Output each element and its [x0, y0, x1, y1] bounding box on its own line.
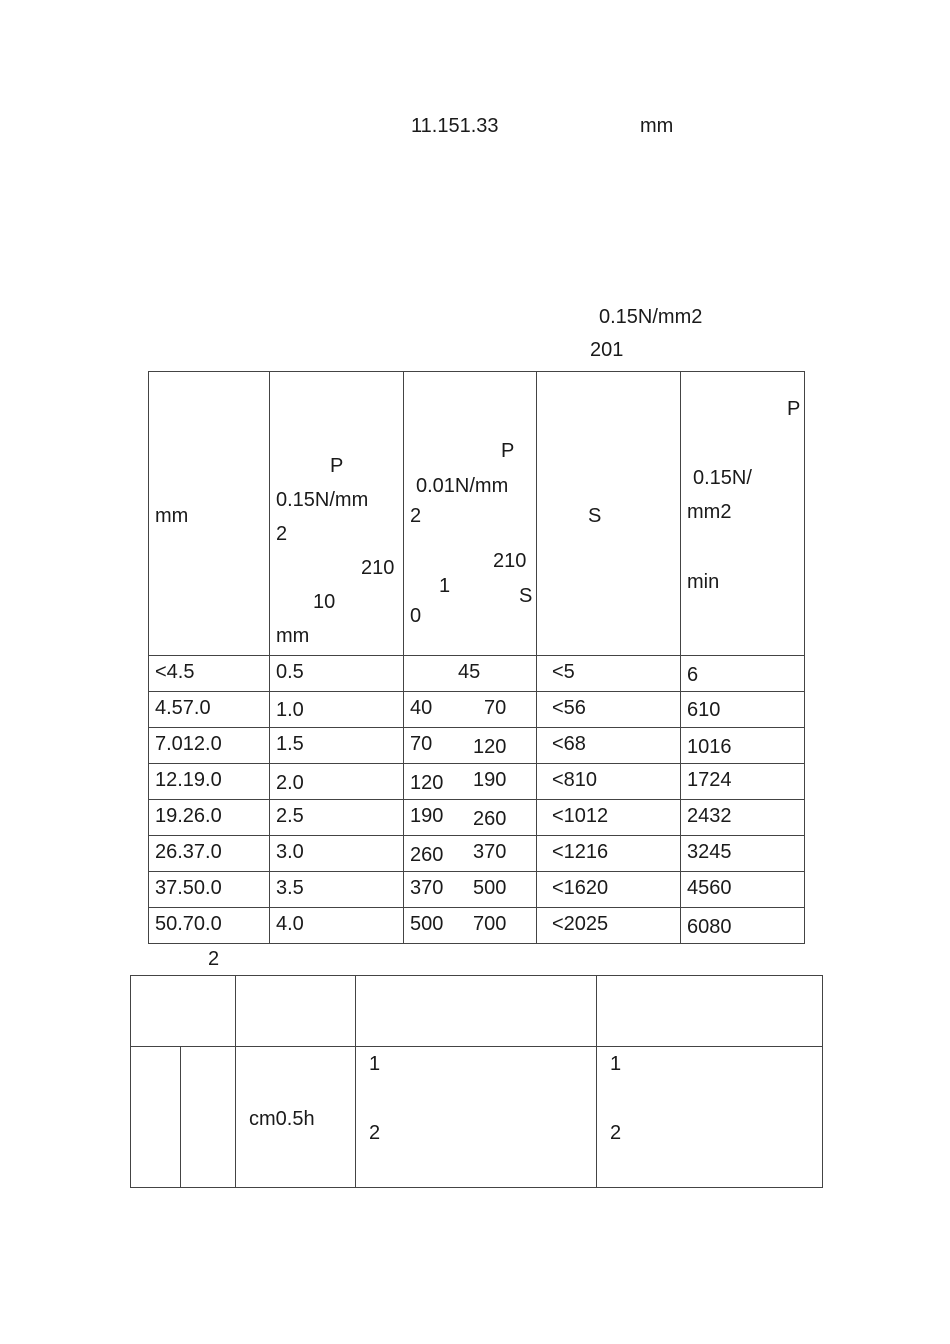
table-row: [149, 872, 805, 908]
header-cell-empty: [356, 976, 597, 1047]
cell-range-high: 700: [473, 913, 507, 935]
header-time-value: 0.15N/: [693, 467, 752, 489]
header-range-1: 1: [439, 575, 451, 597]
cell-size: <4.5: [155, 661, 195, 683]
table-row: [149, 692, 805, 728]
test-table: [130, 975, 823, 1188]
header-range-p: P: [501, 440, 515, 462]
header-210: 210: [361, 557, 395, 579]
header-range-exp: 2: [410, 505, 422, 527]
cell-s: <5: [552, 661, 575, 683]
table-header-row: [149, 372, 805, 656]
header-range-0: 0: [410, 605, 422, 627]
header-cell-empty: [236, 976, 356, 1047]
cell-list-item: 1: [610, 1053, 622, 1075]
cell-time: 1724: [687, 769, 732, 791]
cell-size: 7.012.0: [155, 733, 222, 755]
header-cell-size: [149, 372, 270, 656]
header-pressure-exp: 2: [276, 523, 288, 545]
table2-label: 2: [208, 948, 220, 970]
subheading-code: 201: [590, 339, 624, 361]
header-mm: mm: [276, 625, 310, 647]
cell-empty: [131, 1047, 181, 1188]
cell-range-high: 70: [484, 697, 507, 719]
cell-pressure: 4.0: [276, 913, 304, 935]
cell-range-low: 45: [458, 661, 481, 683]
cell-time: 2432: [687, 805, 732, 827]
cell-pressure: 0.5: [276, 661, 304, 683]
header-cell-empty: [597, 976, 823, 1047]
header-size-unit: mm: [155, 505, 189, 527]
cell-range-high: 500: [473, 877, 507, 899]
cell-pressure: 1.0: [276, 699, 304, 721]
cell-range-high: 260: [473, 808, 507, 830]
header-time-unit: mm2: [687, 501, 732, 523]
cell-s: <2025: [552, 913, 609, 935]
cell-s: <1216: [552, 841, 609, 863]
header-range-s: S: [519, 585, 533, 607]
header-time-min: min: [687, 571, 720, 593]
cell-time: 6: [687, 664, 699, 686]
header-time-p: P: [787, 398, 801, 420]
header-cell-pressure: [270, 372, 404, 656]
cell-list: [597, 1047, 823, 1188]
cell-time: 3245: [687, 841, 732, 863]
cell-range-low: 500: [410, 913, 444, 935]
table-row: [149, 764, 805, 800]
pressure-table: [148, 371, 805, 944]
cell-list-item: 1: [369, 1053, 381, 1075]
table-row: [149, 728, 805, 764]
cell-list-item: 2: [369, 1122, 381, 1144]
cell-s: <1012: [552, 805, 609, 827]
cell-size: 26.37.0: [155, 841, 222, 863]
cell-pressure: 2.5: [276, 805, 304, 827]
table-row: [149, 836, 805, 872]
cell-pressure: 3.0: [276, 841, 304, 863]
cell-time: 1016: [687, 736, 732, 758]
cell-duration-text: cm0.5h: [249, 1108, 315, 1130]
cell-s: <1620: [552, 877, 609, 899]
header-cell-empty: [131, 976, 236, 1047]
table-row: [149, 800, 805, 836]
cell-time: 6080: [687, 916, 732, 938]
table-row: [149, 908, 805, 944]
cell-size: 37.50.0: [155, 877, 222, 899]
cell-pressure: 1.5: [276, 733, 304, 755]
cell-range-high: 370: [473, 841, 507, 863]
subheading-pressure: 0.15N/mm2: [599, 306, 703, 328]
cell-range-low: 120: [410, 772, 444, 794]
cell-time: 610: [687, 699, 721, 721]
header-pressure-value: 0.15N/mm: [276, 489, 369, 511]
cell-empty: [181, 1047, 236, 1188]
cell-range-low: 370: [410, 877, 444, 899]
header-value-range: 11.151.33: [411, 115, 499, 137]
cell-range-low: 40: [410, 697, 433, 719]
table-header-row: [131, 976, 823, 1047]
cell-range-high: 120: [473, 736, 507, 758]
cell-size: 50.70.0: [155, 913, 222, 935]
header-p: P: [330, 455, 344, 477]
cell-range-low: 190: [410, 805, 444, 827]
cell-pressure: 2.0: [276, 772, 304, 794]
cell-size: 19.26.0: [155, 805, 222, 827]
header-range-210: 210: [493, 550, 527, 572]
cell-list: [356, 1047, 597, 1188]
header-s: S: [588, 505, 602, 527]
table-row: [131, 1047, 823, 1188]
header-range-value: 0.01N/mm: [416, 475, 509, 497]
cell-pressure: 3.5: [276, 877, 304, 899]
cell-range-low: 70: [410, 733, 433, 755]
cell-range-high: 190: [473, 769, 507, 791]
table-row: [149, 656, 805, 692]
cell-size: 12.19.0: [155, 769, 222, 791]
header-unit: mm: [640, 115, 674, 137]
header-cell-range: [404, 372, 537, 656]
cell-time: 4560: [687, 877, 732, 899]
cell-range-low: 260: [410, 844, 444, 866]
cell-size: 4.57.0: [155, 697, 211, 719]
cell-duration: [236, 1047, 356, 1188]
cell-s: <810: [552, 769, 598, 791]
cell-s: <56: [552, 697, 586, 719]
header-cell-time: [681, 372, 805, 656]
cell-list-item: 2: [610, 1122, 622, 1144]
header-cell-s: [537, 372, 681, 656]
header-10: 10: [313, 591, 336, 613]
cell-s: <68: [552, 733, 586, 755]
